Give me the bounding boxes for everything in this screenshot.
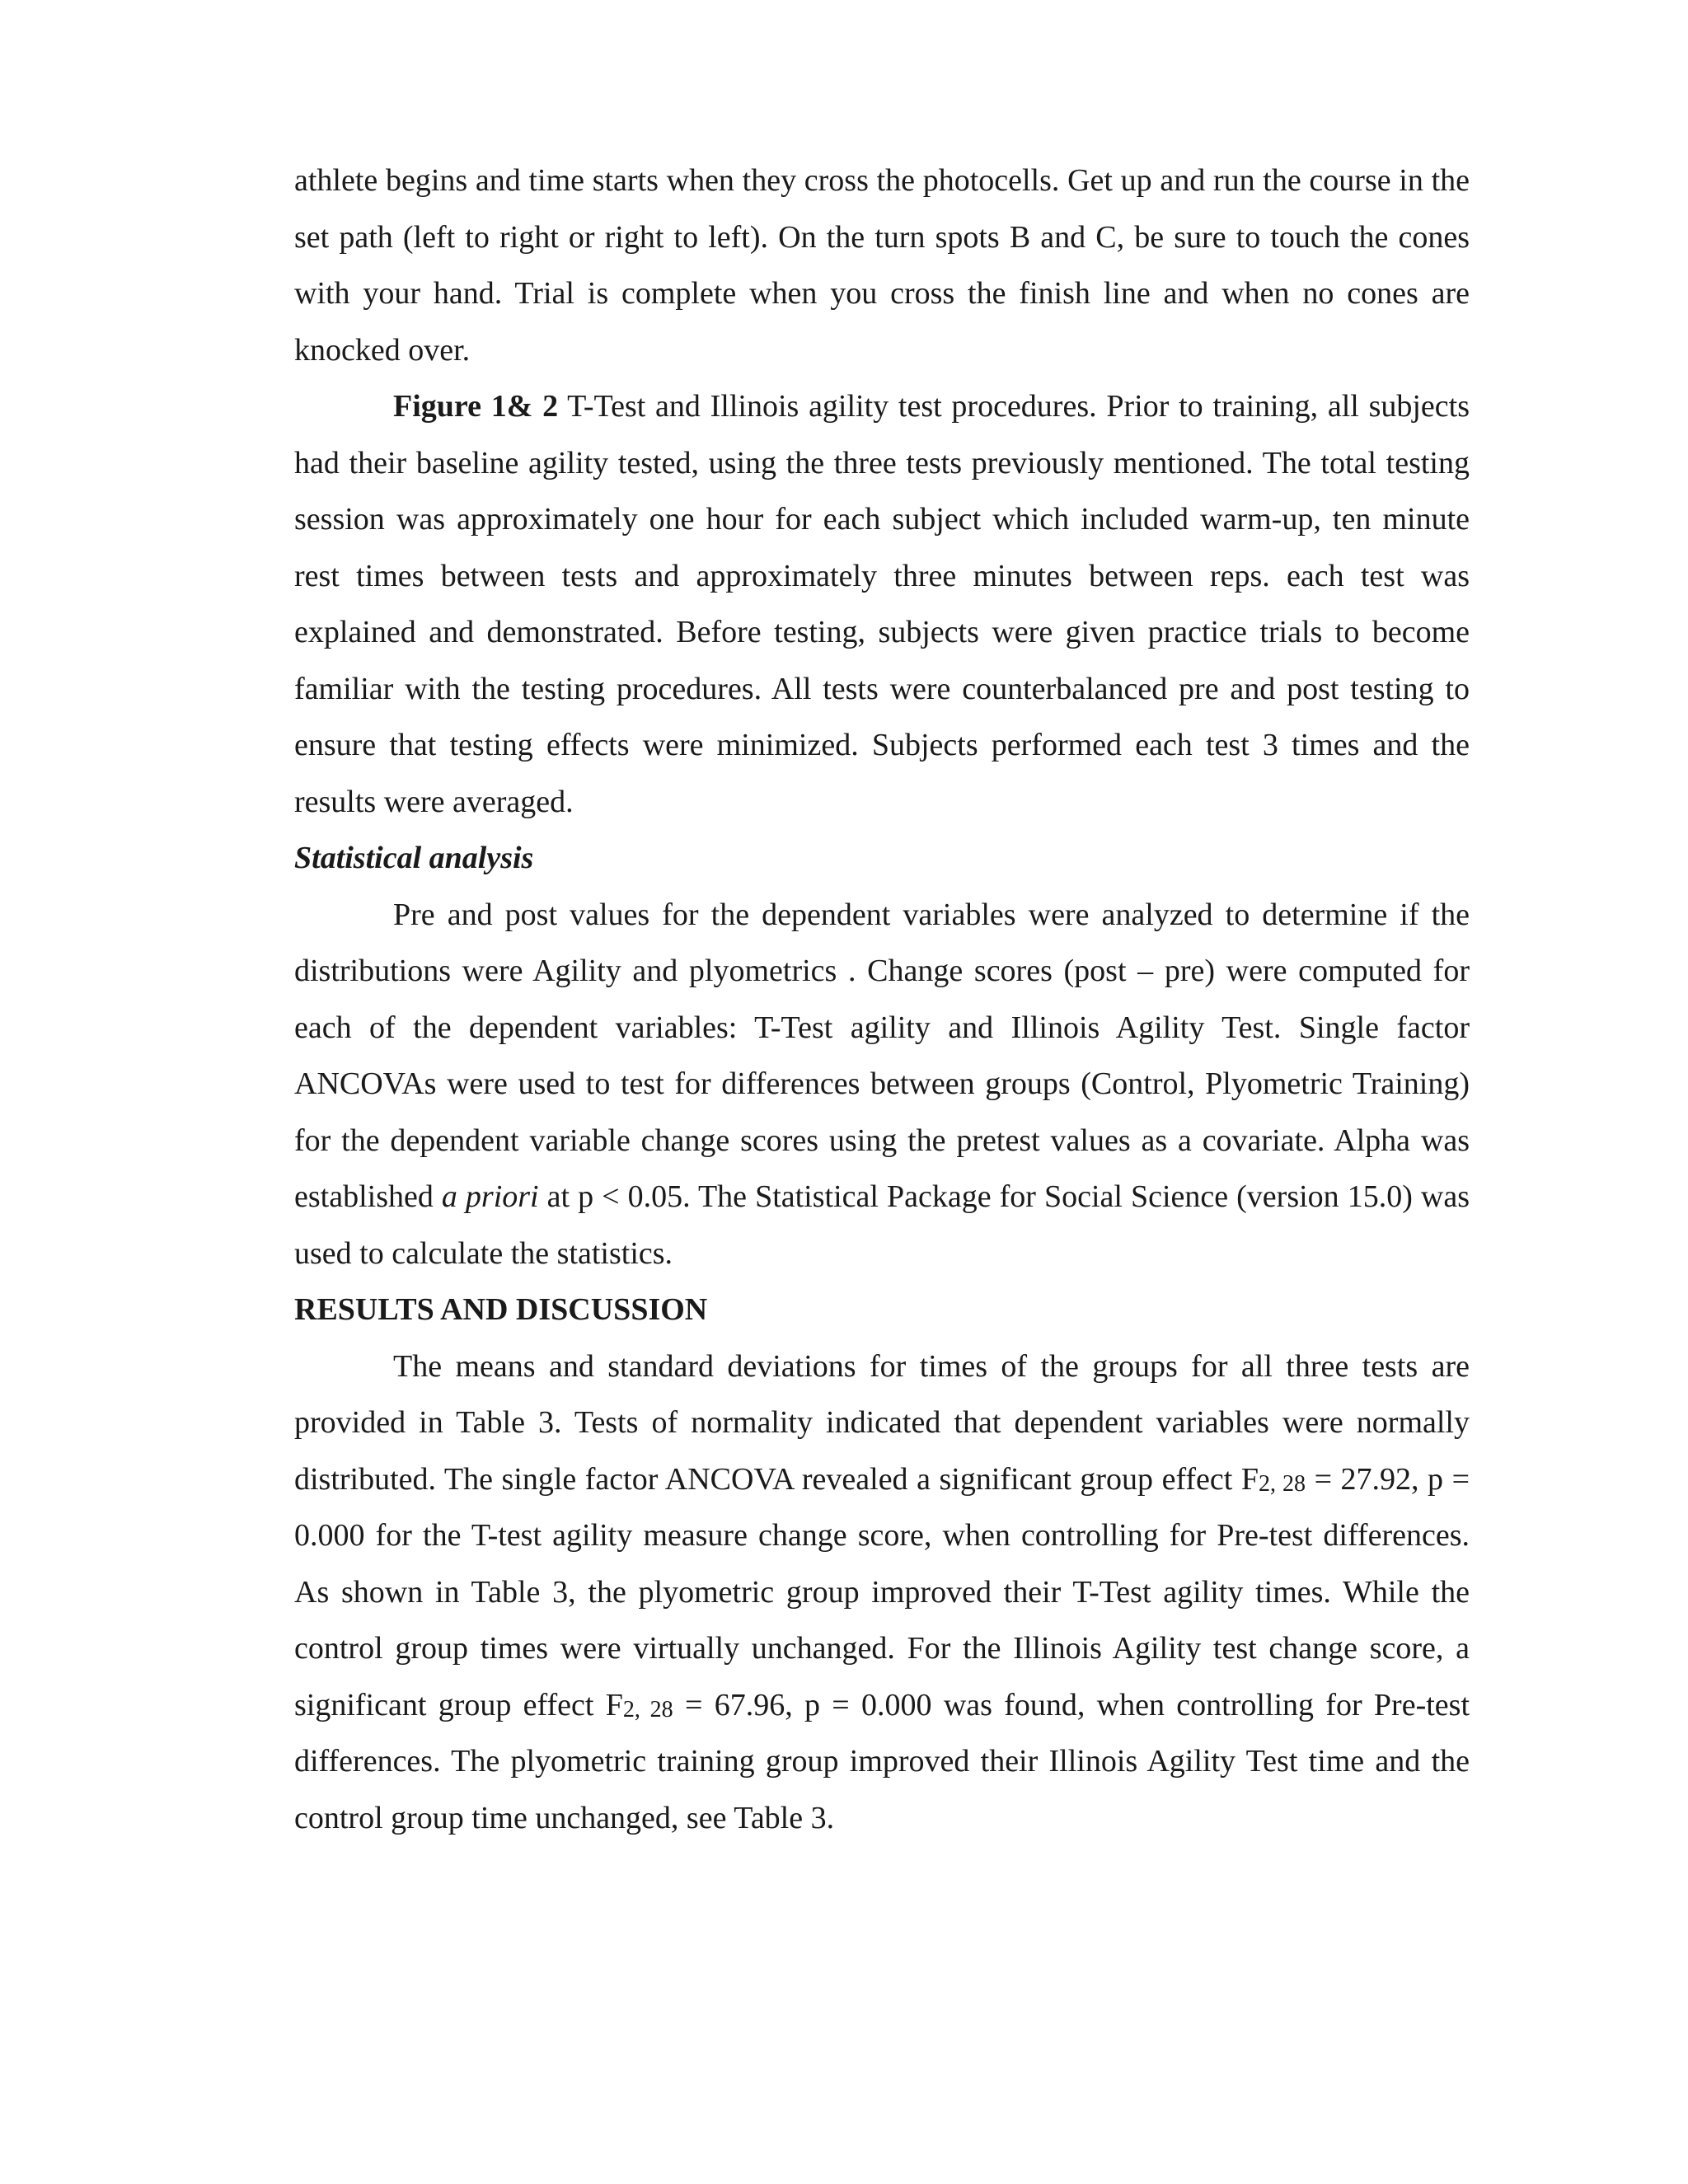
figure-caption-text: T-Test and Illinois agility test procedures. Prior to training, all subjects had their baseline agility tested, using the three tests previously mentioned. The total testing session was approximately one hour for each subject which included warm-up, ten minute rest times between tests and approximately three minutes between reps. each test was explained and demonstrated. Before testing, subjects were given practice trials to become familiar with the testing procedures. All tests were counterbalanced pre and post testing to ensure that testing effects were minimized. Subjects performed each test 3 times and the results were averaged. — [294, 389, 1470, 819]
results-subscript-1: 2, 28 — [1259, 1470, 1306, 1497]
results-subscript-2: 2, 28 — [622, 1696, 673, 1722]
document-page — [294, 152, 1470, 1846]
stats-text-part-b: at p < 0.05. The Statistical Package for Social Science (version 15.0) was used to calculate the statistics. — [294, 1179, 1470, 1271]
paragraph-results — [294, 1338, 1470, 1847]
results-heading: RESULTS AND DISCUSSION — [294, 1292, 708, 1327]
paragraph-statistical-analysis — [294, 887, 1470, 1282]
results-text-part-a: The means and standard deviations for times of the groups for all three tests are provided in Table 3. Tests of normality indicated that dependent variables were normally distributed. The single factor ANCOVA revealed a significant group effect F — [294, 1348, 1470, 1497]
results-text-part-b: = 27.92, p = 0.000 for the T-test agility measure change score, when controlling for Pre-test differences. As shown in Table 3, the plyometric group improved their T-Test agility times. While the control group times were virtually unchanged. For the Illinois Agility test change score, a significant group effect F — [294, 1461, 1470, 1722]
results-text-part-c: = 67.96, p = 0.000 was found, when controlling for Pre-test differences. The plyometric training group improved their Illinois Agility Test time and the control group time unchanged, see Table 3. — [294, 1687, 1470, 1835]
stats-text-italic: a priori — [441, 1179, 539, 1214]
figure-label: Figure 1& 2 — [393, 389, 559, 424]
paragraph-test-procedure-text: athlete begins and time starts when they cross the photocells. Get up and run the course in the set path (left to right or right to left). On the turn spots B and C, be sure to touch the cones with your hand. Trial is complete when you cross the finish line and when no cones are knocked over. — [294, 163, 1470, 368]
paragraph-test-procedure — [294, 152, 1470, 378]
stats-text-part-a: Pre and post values for the dependent variables were analyzed to determine if the distributions were Agility and plyometrics . Change scores (post – pre) were computed for each of the dependent variables: T-Test agility and Illinois Agility Test. Single factor ANCOVAs were used to test for differences between groups (Control, Plyometric Training) for the dependent variable change scores using the pretest values as a covariate. Alpha was established — [294, 897, 1470, 1214]
paragraph-figure-caption — [294, 378, 1470, 830]
statistical-analysis-heading: Statistical analysis — [294, 841, 534, 875]
